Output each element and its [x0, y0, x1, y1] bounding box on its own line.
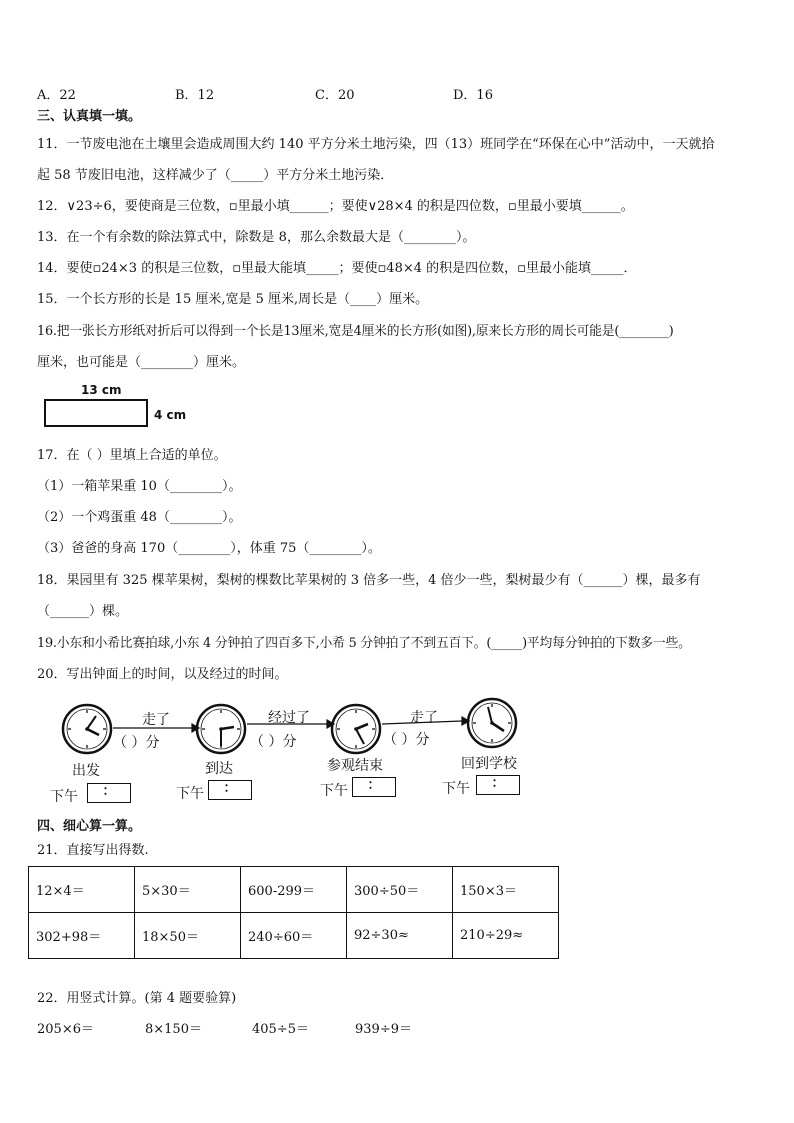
- table-cell: 210÷29≈: [453, 913, 559, 959]
- time-box-1: [87, 783, 131, 803]
- figure-rectangle: [44, 399, 148, 427]
- vertical-calc-2: 8×150＝: [145, 1022, 202, 1037]
- table-cell: 150×3＝: [453, 867, 559, 913]
- time-box-colon: ：: [367, 778, 381, 793]
- table-row: [29, 867, 559, 913]
- table-cell: 18×50＝: [135, 913, 241, 959]
- section-4-title: 四、细心算一算。: [37, 819, 142, 834]
- minutes-blank-3: （ ）分: [383, 732, 430, 748]
- time-box-4: [476, 775, 520, 795]
- figure-length-label: 13 cm: [81, 383, 122, 397]
- minutes-blank-2: （ ）分: [250, 734, 297, 750]
- table-cell: 302+98＝: [29, 913, 135, 959]
- table-cell: 12×4＝: [29, 867, 135, 913]
- question-17-stem: 17．在（ ）里填上合适的单位。: [37, 448, 227, 463]
- pm-label-3: 下午: [320, 783, 348, 799]
- question-11-line-1: 11．一节废电池在土壤里会造成周围大约 140 平方分米土地污染，四（13）班同学在“环保在心中”活动中，一天就拾: [37, 137, 715, 152]
- vertical-calc-1: 205×6＝: [37, 1022, 94, 1037]
- vertical-calc-4: 939÷9＝: [355, 1022, 412, 1037]
- table-cell: 240÷60＝: [241, 913, 347, 959]
- arrow-label-1: 走了: [142, 712, 170, 728]
- question-19: 19.小东和小希比赛拍球,小东 4 分钟拍了四百多下,小希 5 分钟拍了不到五百下。(_____)平均每分钟拍的下数多一些。: [37, 636, 691, 651]
- question-12: 12．∨23÷6，要使商是三位数，▫里最小填______；要使∨28×4 的积是四位数，▫里最小要填______。: [37, 199, 634, 214]
- option-d: D．16: [453, 88, 493, 103]
- time-box-colon: ：: [223, 781, 237, 796]
- pm-label-1: 下午: [50, 789, 78, 805]
- question-14: 14．要使▫24×3 的积是三位数，▫里最大能填_____；要使▫48×4 的积是四位数，▫里最小能填_____．: [37, 261, 637, 276]
- arrow-label-2: 经过了: [268, 710, 310, 726]
- question-16-line-2: 厘米，也可能是（________）厘米。: [37, 355, 246, 370]
- pm-label-2: 下午: [176, 786, 204, 802]
- pm-label-4: 下午: [442, 781, 470, 797]
- question-11-line-2: 起 58 节废旧电池，这样减少了（_____）平方分米土地污染．: [37, 168, 394, 183]
- question-15: 15．一个长方形的长是 15 厘米,宽是 5 厘米,周长是（____）厘米。: [37, 292, 429, 307]
- table-cell: 300÷50＝: [347, 867, 453, 913]
- table-cell: 92÷30≈: [347, 913, 453, 959]
- question-20-stem: 20．写出钟面上的时间，以及经过的时间。: [37, 667, 288, 682]
- vertical-calc-3: 405÷5＝: [252, 1022, 309, 1037]
- question-17-sub-1: （1）一箱苹果重 10（________）。: [37, 479, 242, 494]
- question-17-sub-3: （3）爸爸的身高 170（________），体重 75（________）。: [37, 541, 381, 556]
- question-21-stem: 21．直接写出得数.: [37, 843, 149, 858]
- arrow-label-3: 走了: [410, 710, 438, 726]
- option-c: C．20: [315, 88, 355, 103]
- question-18-line-2: （______）棵。: [37, 604, 129, 619]
- minutes-blank-1: （ ）分: [113, 735, 160, 751]
- mental-math-table: [28, 866, 559, 959]
- time-box-colon: ：: [102, 784, 116, 799]
- rectangle-figure: [43, 383, 343, 433]
- question-17-sub-2: （2）一个鸡蛋重 48（________）。: [37, 510, 242, 525]
- clock-figure: [0, 695, 794, 810]
- question-18-line-1: 18．果园里有 325 棵苹果树，梨树的棵数比苹果树的 3 倍多一些，4 倍少一些，梨树最少有（______）棵，最多有: [37, 573, 701, 588]
- question-13: 13．在一个有余数的除法算式中，除数是 8，那么余数最大是（________）。: [37, 230, 476, 245]
- option-a: A．22: [37, 88, 76, 103]
- table-row: [29, 913, 559, 959]
- table-cell: 5×30＝: [135, 867, 241, 913]
- question-16-line-1: 16.把一张长方形纸对折后可以得到一个长是13厘米,宽是4厘米的长方形(如图),原来长方形的周长可能是(________): [37, 324, 674, 339]
- question-22-stem: 22．用竖式计算。(第 4 题要验算): [37, 991, 237, 1006]
- time-box-2: [208, 780, 252, 800]
- time-box-3: [352, 777, 396, 797]
- option-b: B．12: [175, 88, 215, 103]
- figure-width-label: 4 cm: [154, 408, 187, 422]
- stage-return: 回到学校: [461, 756, 517, 772]
- time-box-colon: ：: [491, 776, 505, 791]
- section-3-title: 三、认真填一填。: [37, 109, 142, 124]
- stage-visit-end: 参观结束: [327, 758, 383, 774]
- stage-departure: 出发: [72, 763, 100, 779]
- stage-arrival: 到达: [205, 761, 233, 777]
- table-cell: 600-299＝: [241, 867, 347, 913]
